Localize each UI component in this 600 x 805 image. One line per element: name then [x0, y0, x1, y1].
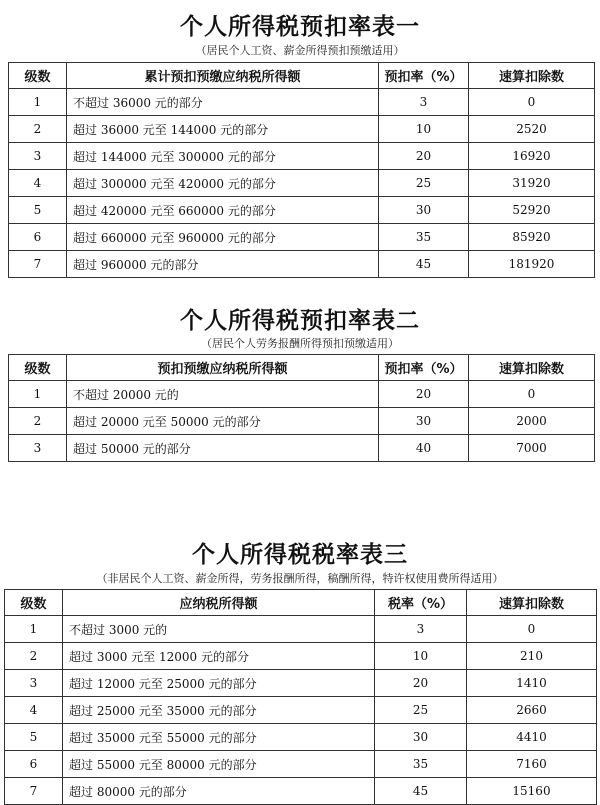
income-range-cell: 超过 25000 元至 35000 元的部分: [63, 697, 375, 724]
rate-cell: 30: [375, 724, 467, 751]
quick-deduction-cell: 0: [469, 89, 595, 116]
level-cell: 2: [9, 408, 67, 435]
income-range-cell: 不超过 36000 元的部分: [67, 89, 379, 116]
income-range-cell: 超过 35000 元至 55000 元的部分: [63, 724, 375, 751]
rate-cell: 10: [379, 116, 469, 143]
income-range-cell: 超过 50000 元的部分: [67, 435, 379, 462]
quick-deduction-cell: 16920: [469, 143, 595, 170]
table-row: [5, 670, 597, 697]
income-range-cell: 不超过 20000 元的: [67, 381, 379, 408]
income-range-cell: 超过 420000 元至 660000 元的部分: [67, 197, 379, 224]
table-header-row: [9, 63, 595, 89]
tax-table-2: [8, 354, 595, 462]
income-range-cell: 超过 36000 元至 144000 元的部分: [67, 116, 379, 143]
quick-deduction-cell: 52920: [469, 197, 595, 224]
level-cell: 4: [5, 697, 63, 724]
quick-deduction-cell: 4410: [467, 724, 597, 751]
table1-title: 个人所得税预扣率表一: [180, 14, 420, 40]
level-cell: 7: [5, 778, 63, 805]
table2-subtitle: （居民个人劳务报酬所得预扣预缴适用）: [201, 337, 399, 350]
header-income-range: 应纳税所得额: [63, 590, 375, 616]
table-row: [5, 778, 597, 805]
quick-deduction-cell: 7000: [469, 435, 595, 462]
rate-cell: 25: [375, 697, 467, 724]
level-cell: 4: [9, 170, 67, 197]
table-row: [9, 170, 595, 197]
header-level: 级数: [5, 590, 63, 616]
level-cell: 6: [9, 224, 67, 251]
header-rate: 预扣率（%）: [379, 355, 469, 381]
quick-deduction-cell: 2000: [469, 408, 595, 435]
rate-cell: 45: [375, 778, 467, 805]
tax-table-3: [4, 589, 597, 805]
table-row: [9, 116, 595, 143]
quick-deduction-cell: 2520: [469, 116, 595, 143]
header-quick-deduction: 速算扣除数: [467, 590, 597, 616]
quick-deduction-cell: 1410: [467, 670, 597, 697]
rate-cell: 3: [379, 89, 469, 116]
income-range-cell: 超过 20000 元至 50000 元的部分: [67, 408, 379, 435]
level-cell: 3: [5, 670, 63, 697]
level-cell: 2: [5, 643, 63, 670]
tax-table-1: [8, 62, 595, 278]
level-cell: 7: [9, 251, 67, 278]
level-cell: 6: [5, 751, 63, 778]
income-range-cell: 不超过 3000 元的: [63, 616, 375, 643]
header-income-range: 预扣预缴应纳税所得额: [67, 355, 379, 381]
income-range-cell: 超过 12000 元至 25000 元的部分: [63, 670, 375, 697]
table3-title: 个人所得税税率表三: [192, 542, 408, 568]
header-level: 级数: [9, 63, 67, 89]
level-cell: 3: [9, 435, 67, 462]
quick-deduction-cell: 2660: [467, 697, 597, 724]
level-cell: 1: [5, 616, 63, 643]
table-row: [9, 435, 595, 462]
table-header-row: [5, 590, 597, 616]
level-cell: 5: [5, 724, 63, 751]
income-range-cell: 超过 3000 元至 12000 元的部分: [63, 643, 375, 670]
income-range-cell: 超过 300000 元至 420000 元的部分: [67, 170, 379, 197]
table-row: [9, 408, 595, 435]
quick-deduction-cell: 0: [469, 381, 595, 408]
table2-title: 个人所得税预扣率表二: [180, 308, 420, 334]
rate-cell: 30: [379, 408, 469, 435]
quick-deduction-cell: 0: [467, 616, 597, 643]
table-row: [9, 89, 595, 116]
table-header-row: [9, 355, 595, 381]
level-cell: 5: [9, 197, 67, 224]
table-row: [5, 697, 597, 724]
rate-cell: 20: [379, 381, 469, 408]
table-row: [9, 143, 595, 170]
quick-deduction-cell: 210: [467, 643, 597, 670]
rate-cell: 30: [379, 197, 469, 224]
rate-cell: 20: [375, 670, 467, 697]
quick-deduction-cell: 15160: [467, 778, 597, 805]
income-range-cell: 超过 144000 元至 300000 元的部分: [67, 143, 379, 170]
rate-cell: 25: [379, 170, 469, 197]
header-level: 级数: [9, 355, 67, 381]
rate-cell: 40: [379, 435, 469, 462]
header-rate: 预扣率（%）: [379, 63, 469, 89]
level-cell: 1: [9, 381, 67, 408]
income-range-cell: 超过 55000 元至 80000 元的部分: [63, 751, 375, 778]
rate-cell: 20: [379, 143, 469, 170]
rate-cell: 10: [375, 643, 467, 670]
quick-deduction-cell: 7160: [467, 751, 597, 778]
table-row: [9, 197, 595, 224]
level-cell: 3: [9, 143, 67, 170]
quick-deduction-cell: 85920: [469, 224, 595, 251]
header-income-range: 累计预扣预缴应纳税所得额: [67, 63, 379, 89]
table-row: [5, 643, 597, 670]
header-rate: 税率（%）: [375, 590, 467, 616]
quick-deduction-cell: 31920: [469, 170, 595, 197]
income-range-cell: 超过 80000 元的部分: [63, 778, 375, 805]
header-quick-deduction: 速算扣除数: [469, 355, 595, 381]
table-row: [9, 224, 595, 251]
table-row: [5, 751, 597, 778]
income-range-cell: 超过 660000 元至 960000 元的部分: [67, 224, 379, 251]
table3-subtitle: （非居民个人工资、薪金所得，劳务报酬所得，稿酬所得，特许权使用费所得适用）: [96, 572, 504, 585]
table1-subtitle: （居民个人工资、薪金所得预扣预缴适用）: [195, 44, 405, 57]
rate-cell: 35: [379, 224, 469, 251]
table-row: [9, 251, 595, 278]
rate-cell: 45: [379, 251, 469, 278]
header-quick-deduction: 速算扣除数: [469, 63, 595, 89]
level-cell: 2: [9, 116, 67, 143]
level-cell: 1: [9, 89, 67, 116]
rate-cell: 35: [375, 751, 467, 778]
table-row: [9, 381, 595, 408]
table-row: [5, 724, 597, 751]
quick-deduction-cell: 181920: [469, 251, 595, 278]
rate-cell: 3: [375, 616, 467, 643]
table-row: [5, 616, 597, 643]
income-range-cell: 超过 960000 元的部分: [67, 251, 379, 278]
